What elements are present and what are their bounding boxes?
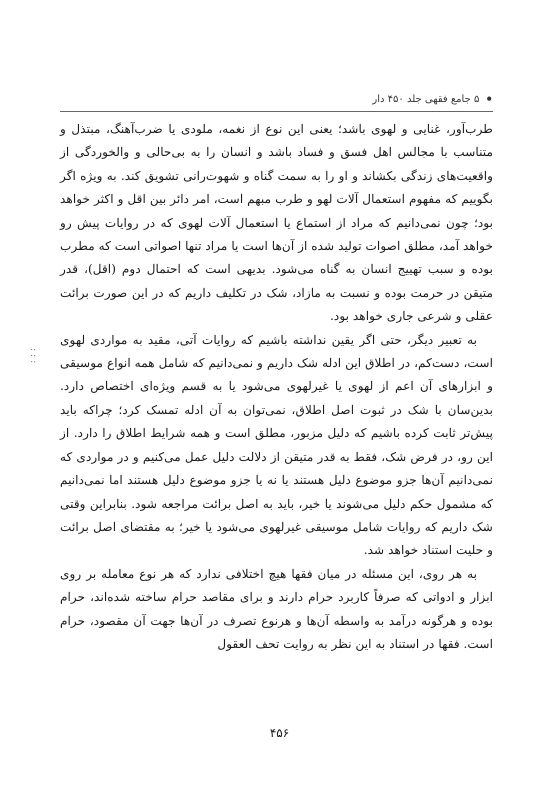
paragraph-3: به هر روی، این مسئله در میان فقها هیچ اختلافی ندارد که هر نوع معامله بر روی ابزار و ادواتی که صرفاً کاربرد حرام دارند و برای مقاصد حرام ساخته شده‌اند، حرام بوده و هرگونه درآمد به واسطه آن‌ها و هرنوع تصرف در آن‌ها جهت آن مقصود، حرام است. فقها در استناد به این نظر به روایت تحف العقول	[60, 566, 493, 651]
page-number: ۴۵۶	[269, 726, 290, 740]
running-header	[60, 90, 493, 108]
header-rule	[60, 111, 493, 112]
main-text	[60, 118, 493, 656]
margin-mark: :::	[28, 348, 38, 367]
header-title: ۵ جامع فقهی جلد ۴۵۰ دار	[372, 93, 480, 105]
paragraph-1: طرب‌آور، غنایی و لهوی باشد؛ یعنی این نوع از نغمه، ملودی یا ضرب‌آهنگ، مبتذل و متناسب با مجالس اهل فسق و فساد باشد و انسان را به بی‌حالی و والخوردگی از واقعیت‌های زندگی بکشاند و او را به سمت گناه و شهوت‌رانی تشویق کند. به ویژه اگر بگوییم که مفهوم استعمال آلات لهو و طرب مبهم است، امر دائر بین اقل و اکثر خواهد بود؛ چون نمی‌دانیم که مراد از استماع یا استعمال آلات لهوی که در روایات پیش رو خواهد آمد، مطلق اصوات تولید شده از آن‌ها است یا مراد تنها اصواتی است که مطرب بوده و سبب تهییج انسان به گناه می‌شود. بدیهی است که احتمال دوم (اقل)، قدر متیقن در حرمت بوده و نسبت به مازاد، شک در تکلیف داریم که در این صورت برائت عقلی و شرعی جاری خواهد بود.	[60, 122, 493, 324]
paragraph-2: به تعبیر دیگر، حتی اگر یقین نداشته باشیم که روایات آتی، مقید به مواردی لهوی است، دست‌کم، در اطلاق این ادله شک داریم و نمی‌دانیم که شامل همه انواع موسیقی و ابزارهای آن اعم از لهوی یا غیرلهوی می‌شود یا به قسم ویژه‌ای اختصاص دارد. بدین‌سان با شک در ثبوت اصل اطلاق، نمی‌توان به آن ادله تمسک کرد؛ چراکه باید پیش‌تر ثابت کرده باشیم که دلیل مزبور، مطلق است و همه شرایط اطلاق را دارد. از این رو، در فرض شک، فقط به قدر متیقن از دلالت دلیل عمل می‌کنیم و در مواردی که نمی‌دانیم آن‌ها جزو موضوع دلیل هستند یا نه یا جزو موضوع دلیل هستند اما نمی‌دانیم که مشمول حکم دلیل می‌شوند یا خیر، باید به اصل برائت مراجعه شود. بنابراین وقتی شک داریم که روایات شامل موسیقی غیرلهوی می‌شود یا خیر؛ به مقتضای اصل برائت و حلیت استناد خواهد شد.	[60, 332, 493, 558]
header-mark: •	[485, 92, 493, 106]
